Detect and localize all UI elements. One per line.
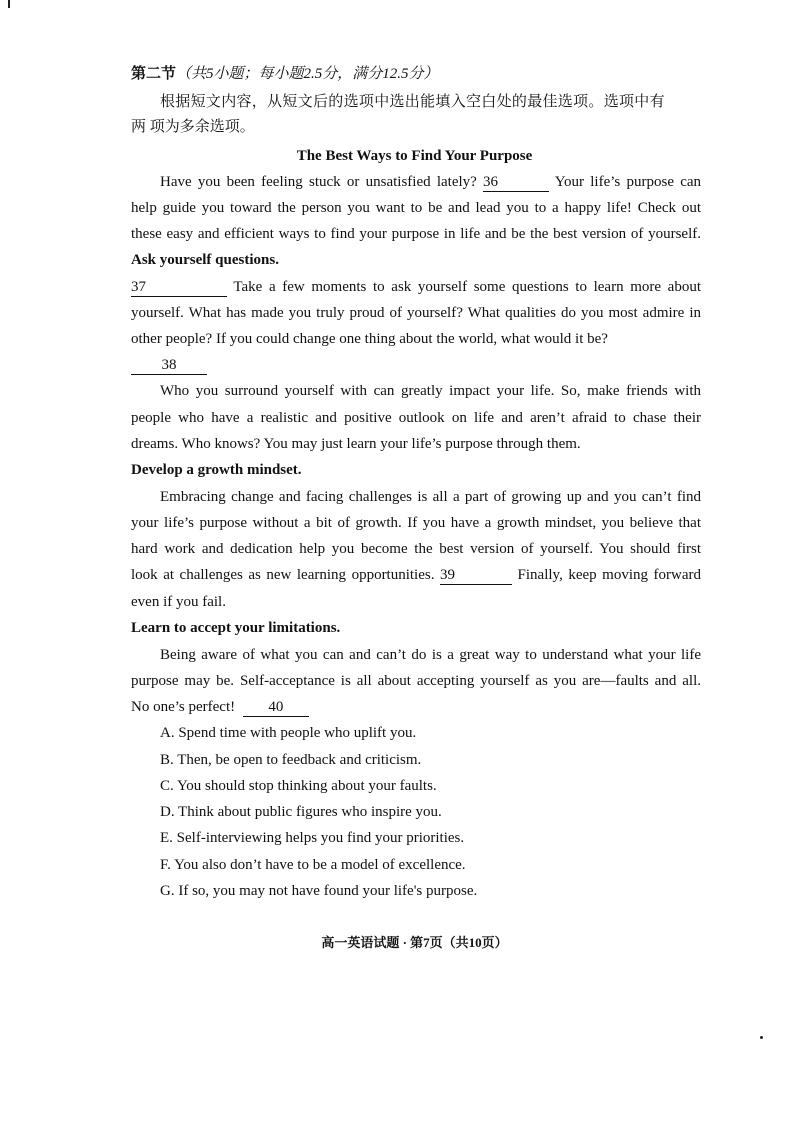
option-a: A. Spend time with people who uplift you.	[160, 725, 417, 741]
paragraph-3-line-1: Who you surround yourself with can greatly impact your life. So, make friends with	[160, 383, 701, 399]
subheading-growth-mindset: Develop a growth mindset.	[131, 462, 302, 478]
instruction-line-2: 两 项为多余选项。	[131, 119, 255, 135]
section-heading: 第二节	[131, 66, 177, 82]
p5-text: No one’s perfect!	[131, 699, 236, 715]
paragraph-1-line-3: these easy and efficient ways to find your purpose in life and be the best version of yourself.	[131, 226, 701, 242]
paragraph-1-line-1	[160, 172, 701, 192]
p4-text-b: Finally, keep moving forward	[517, 567, 702, 583]
p2-text: Take a few moments to ask yourself some questions to learn more about	[233, 279, 701, 295]
paragraph-5-line-1: Being aware of what you can and can’t do is a great way to understand what your life	[160, 647, 701, 663]
blank-38-line	[131, 355, 207, 375]
paragraph-4-line-5: even if you fail.	[131, 594, 226, 610]
subheading-ask-questions: Ask yourself questions.	[131, 252, 279, 268]
blank-37: 37	[131, 279, 227, 297]
paragraph-5-line-2: purpose may be. Self-acceptance is all about accepting yourself as you are—faults and all.	[131, 673, 701, 689]
section-heading-line	[131, 64, 439, 84]
paragraph-4-line-4	[131, 565, 701, 585]
paragraph-1-line-2: help guide you toward the person you want to be and lead you to a happy life! Check out	[131, 200, 701, 216]
p4-text-a: look at challenges as new learning opportunities.	[131, 567, 435, 583]
subheading-accept-limitations: Learn to accept your limitations.	[131, 620, 341, 636]
option-b: B. Then, be open to feedback and criticism.	[160, 752, 422, 768]
option-g: G. If so, you may not have found your life's purpose.	[160, 883, 478, 899]
page-footer: 高一英语试题 · 第7页（共10页）	[321, 935, 508, 950]
passage-title: The Best Ways to Find Your Purpose	[296, 148, 533, 164]
option-c: C. You should stop thinking about your faults.	[160, 778, 437, 794]
paragraph-3-line-3: dreams. Who knows? You may just learn your life’s purpose through them.	[131, 436, 581, 452]
paragraph-3-line-2: people who have a realistic and positive outlook on life and aren’t afraid to chase their	[131, 410, 701, 426]
paragraph-2-line-2: yourself. What has made you truly proud of yourself? What qualities do you most admire in	[131, 305, 701, 321]
blank-38: 38	[131, 357, 207, 375]
option-d: D. Think about public figures who inspire you.	[160, 804, 442, 820]
option-f: F. You also don’t have to be a model of excellence.	[160, 857, 466, 873]
scan-speck	[8, 0, 10, 8]
paragraph-2-line-1	[131, 277, 701, 297]
paragraph-4-line-3: hard work and dedication help you become the best version of yourself. You should first	[131, 541, 701, 557]
p1-text-b: Your life’s purpose can	[554, 174, 702, 190]
paragraph-4-line-1: Embracing change and facing challenges is all a part of growing up and you can’t find	[160, 489, 701, 505]
p1-text-a: Have you been feeling stuck or unsatisfied lately?	[160, 174, 477, 190]
blank-39: 39	[440, 567, 512, 585]
option-e: E. Self-interviewing helps you find your priorities.	[160, 830, 465, 846]
blank-40: 40	[243, 699, 309, 717]
instruction-line-1: 根据短文内容，从短文后的选项中选出能填入空白处的最佳选项。选项中有	[160, 94, 665, 110]
blank-36: 36	[483, 174, 549, 192]
section-scoring: （共5小题；每小题2.5分，满分12.5分）	[176, 66, 439, 82]
scan-speck	[760, 1036, 763, 1039]
paragraph-4-line-2: your life’s purpose without a bit of growth. If you have a growth mindset, you believe that	[131, 515, 701, 531]
paragraph-2-line-3: other people? If you could change one thing about the world, what would it be?	[131, 331, 608, 347]
paragraph-5-line-3	[131, 697, 309, 717]
